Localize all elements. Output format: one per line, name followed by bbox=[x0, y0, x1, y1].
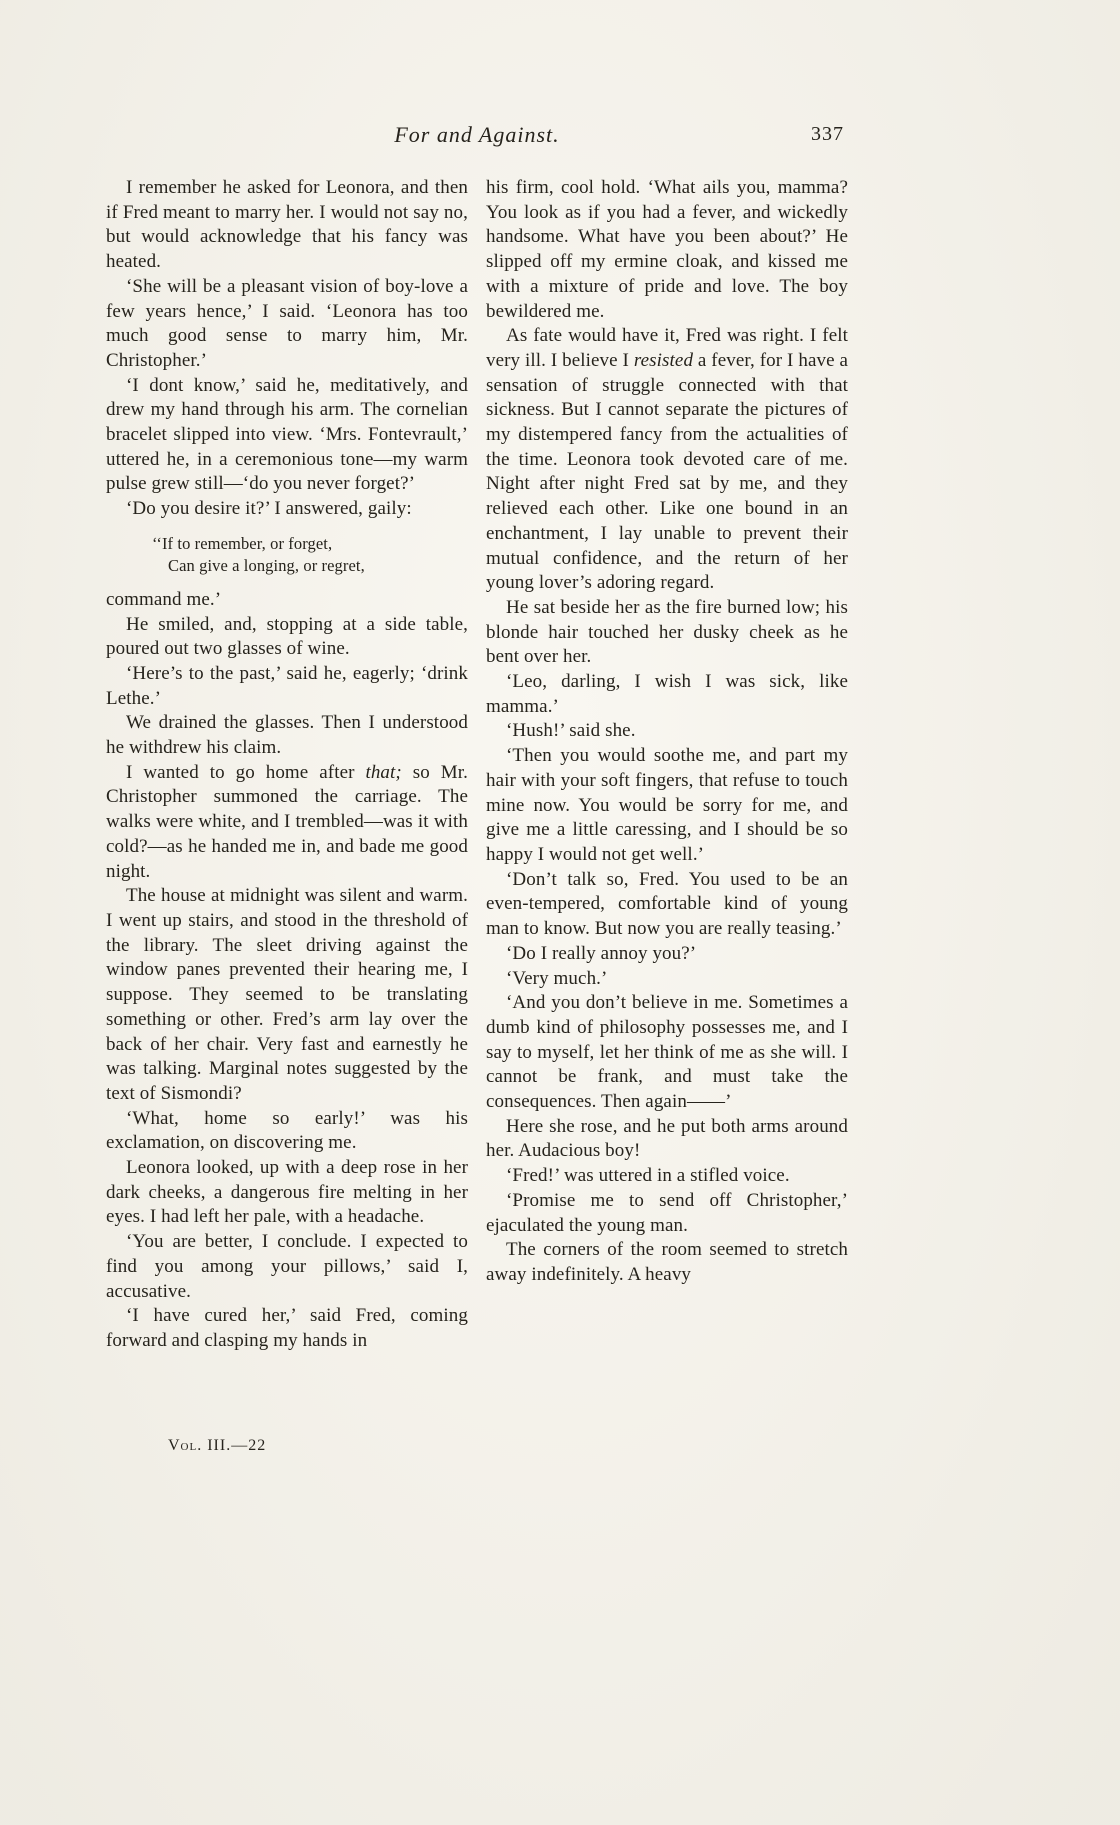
paragraph: ‘She will be a pleasant vision of boy-love a few years hence,’ I said. ‘Leonora has too much good sense to marry him, Mr. Christopher.’ bbox=[106, 275, 468, 371]
paragraph: ‘What, home so early!’ was his exclamation, on discovering me. bbox=[106, 1107, 468, 1154]
paragraph: Leonora looked, up with a deep rose in her dark cheeks, a dangerous fire melting in her eyes. I had left her pale, with a headache. bbox=[106, 1157, 468, 1228]
page-header bbox=[106, 122, 848, 166]
paragraph: ‘Here’s to the past,’ said he, eagerly; ‘drink Lethe.’ bbox=[106, 662, 468, 709]
paragraph: ‘And you don’t believe in me. Sometimes a dumb kind of philosophy possesses me, and I say to myself, let her think of me as she will. I cannot be frank, and must take the consequences. Then again——’ bbox=[486, 992, 848, 1113]
paragraph: ‘I have cured her,’ said Fred, coming forward and clasping my hands in bbox=[106, 1305, 468, 1351]
left-column bbox=[106, 176, 468, 1354]
paragraph: I remember he asked for Leonora, and then if Fred meant to marry her. I would not say no, but would acknowledge that his fancy was heated. bbox=[106, 177, 468, 273]
paragraph: ‘You are better, I conclude. I expected to find you among your pillows,’ said I, accusative. bbox=[106, 1231, 468, 1302]
paragraph: his firm, cool hold. ‘What ails you, mamma? You look as if you had a fever, and wickedly handsome. What have you been about?’ He slipped off my ermine cloak, and kissed me with a mixture of pride and love. The boy bewildered me. bbox=[486, 177, 848, 322]
text-block bbox=[106, 122, 848, 1354]
paragraph: We drained the glasses. Then I understood he withdrew his claim. bbox=[106, 712, 468, 759]
paragraph: Here she rose, and he put both arms around her. Audacious boy! bbox=[486, 1115, 848, 1162]
paragraph: ‘Do you desire it?’ I answered, gaily: bbox=[126, 498, 412, 520]
paragraph: He smiled, and, stopping at a side table, poured out two glasses of wine. bbox=[106, 613, 468, 660]
paragraph: I wanted to go home after that; so Mr. Christopher summoned the carriage. The walks were white, and I trembled—was it with cold?—as he handed me in, and bade me good night. bbox=[106, 761, 468, 882]
paragraph: As fate would have it, Fred was right. I felt very ill. I believe I resisted a fever, for I have a sensation of struggle connected with that sickness. But I cannot separate the pictures of my distempered fancy from the actualities of the time. Leonora took devoted care of me. Night after night Fred sat by me, and they relieved each other. Like one bound in an enchantment, I lay unable to prevent their mutual confidence, and the return of her young lover’s adoring regard. bbox=[486, 325, 848, 594]
paragraph: ‘Fred!’ was uttered in a stifled voice. bbox=[506, 1165, 790, 1187]
verse-line: ‘‘If to remember, or forget, bbox=[152, 533, 333, 553]
paragraph: ‘Leo, darling, I wish I was sick, like mamma.’ bbox=[486, 671, 848, 717]
page-number: 337 bbox=[811, 123, 844, 145]
paragraph: The corners of the room seemed to stretch away indefinitely. A heavy bbox=[486, 1239, 848, 1285]
paragraph: ‘Do I really annoy you?’ bbox=[506, 942, 697, 964]
paragraph: He sat beside her as the fire burned low; his blonde hair touched her dusky cheek as he bent over her. bbox=[486, 596, 848, 668]
paragraph: ‘Very much.’ bbox=[506, 967, 608, 989]
verse-quote bbox=[152, 533, 468, 577]
paragraph: ‘Then you would soothe me, and part my hair with your soft fingers, that refuse to touch mine now. You would be sorry for me, and give me a little caressing, and I should be so happy I would not get well.’ bbox=[486, 745, 848, 865]
paragraph: ‘Don’t talk so, Fred. You used to be an even-tempered, comfortable kind of young man to know. But now you are really teasing.’ bbox=[486, 868, 848, 940]
paragraph: ‘I dont know,’ said he, meditatively, and drew my hand through his arm. The cornelian bracelet slipped into view. ‘Mrs. Fontevrault,’ uttered he, in a ceremonious tone—my warm pulse grew still—‘do you never forget?’ bbox=[106, 374, 468, 495]
two-column-text bbox=[106, 176, 848, 1354]
volume-signature: Vol. III.—22 bbox=[168, 1437, 267, 1454]
paragraph: command me.’ bbox=[106, 588, 222, 610]
right-column bbox=[486, 176, 848, 1354]
paragraph: ‘Hush!’ said she. bbox=[506, 720, 636, 742]
paragraph: ‘Promise me to send off Christopher,’ ejaculated the young man. bbox=[486, 1189, 848, 1236]
running-title: For and Against. bbox=[394, 122, 560, 147]
paragraph: The house at midnight was silent and warm. I went up stairs, and stood in the threshold of the library. The sleet driving against the window panes prevented their hearing me, I suppose. They seemed to be translating something or other. Fred’s arm lay over the back of her chair. Very fast and earnestly he was talking. Marginal notes suggested by the text of Sismondi? bbox=[106, 885, 468, 1104]
verse-line: Can give a longing, or regret, bbox=[168, 555, 365, 575]
